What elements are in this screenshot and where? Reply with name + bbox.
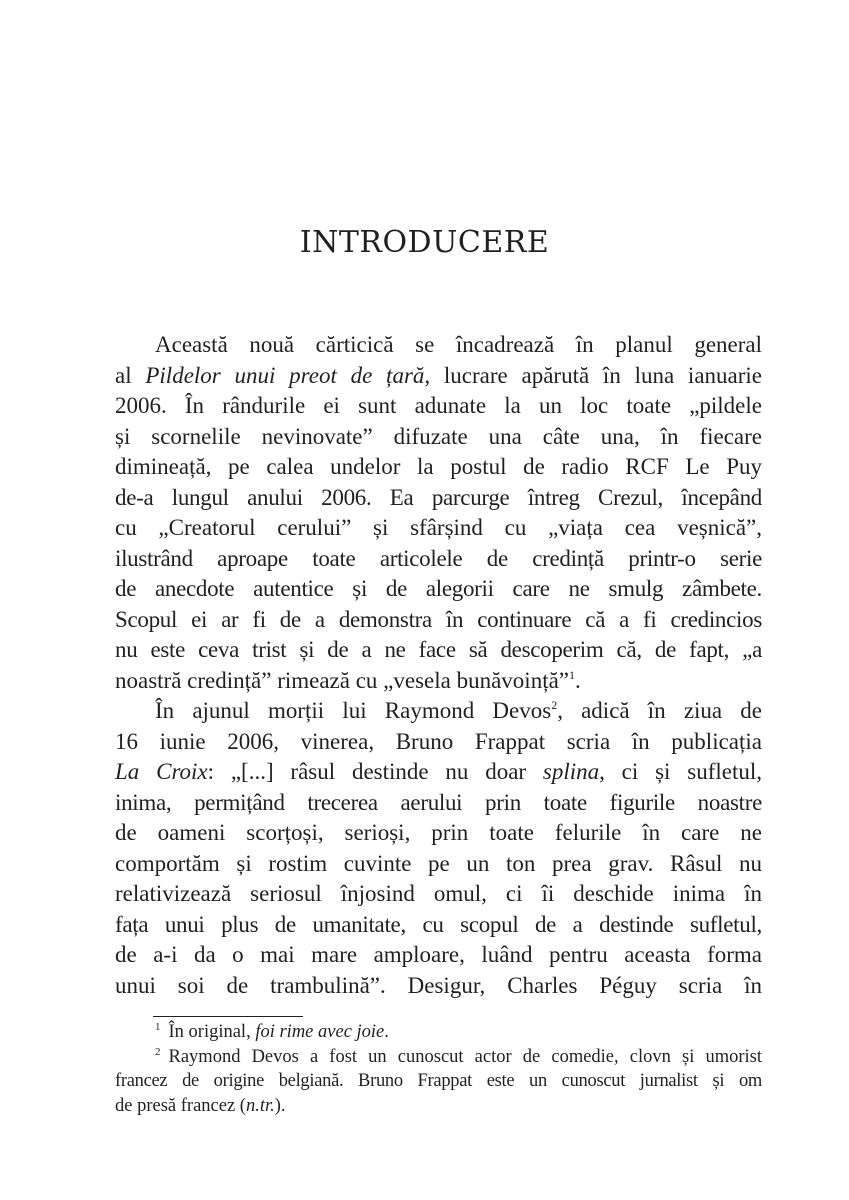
text-line: de a-i da o mai mare amploare, luând pentru aceasta forma [115, 942, 762, 967]
text-span: ). [274, 1095, 286, 1116]
body-text [115, 330, 762, 1001]
text-span: În original, [168, 1022, 256, 1042]
footnote-italic: foi rime avec joie [255, 1022, 385, 1042]
footnote-number: 2 [155, 1045, 161, 1058]
text-line: Scopul ei ar fi de a demonstra în continuare că a fi credincios [115, 606, 762, 632]
text-line: și scornelile nevinovate” difuzate una câte una, în fiecare [115, 423, 762, 449]
translator-note-italic: n.tr. [245, 1095, 275, 1116]
text-line: ilustrând aproape toate articolele de credință printr-o serie [115, 545, 762, 571]
book-title-italic: Pildelor unui preot de țară [145, 362, 425, 388]
text-line: de oameni scorțoși, serioși, prin toate felurile în care ne [115, 820, 762, 845]
text-span: Raymond Devos a fost un cunoscut actor de comedie, clovn și umorist [168, 1046, 762, 1067]
text-line: 16 iunie 2006, vinerea, Bruno Frappat scria în publicația [115, 728, 762, 754]
text-line: relativizează seriosul înjosind omul, ci îi deschide inima în [115, 881, 762, 906]
text-line [115, 666, 762, 697]
text-line: inima, permițând trecerea aerului prin toate figurile noastre [115, 789, 762, 815]
text-line: Această nouă cărticică se încadrează în planul general [155, 332, 762, 357]
footnote-ref-2[interactable]: 2 [551, 698, 558, 712]
text-span: , adică în ziua de [557, 698, 763, 723]
text-line: de-a lungul anului 2006. Ea parcurge întreg Crezul, începând [115, 484, 762, 510]
paragraph-2 [115, 696, 762, 1001]
footnote-2-line: francez de origine belgiană. Bruno Frappat este un cunoscut jurnalist și om [115, 1071, 762, 1091]
paragraph-1 [115, 330, 762, 696]
text-span: . [384, 1022, 389, 1042]
text-line: comportăm și rostim cuvinte pe un ton prea grav. Râsul nu [115, 850, 762, 876]
footnotes [115, 1020, 762, 1118]
footnote-separator [153, 1016, 303, 1017]
text-line: de anecdote autentice și de alegorii care ne smulg zâmbete. [115, 576, 762, 601]
text-span: : „[...] râsul destinde nu doar [207, 759, 543, 784]
text-line: dimineață, pe calea undelor la postul de radio RCF Le Puy [115, 454, 762, 479]
text-span: al [115, 362, 146, 388]
footnote-ref-1[interactable]: 1 [569, 667, 576, 682]
text-line: cu „Creatorul cerului” și sfârșind cu „viața cea veșnică”, [115, 515, 762, 540]
text-line [115, 361, 762, 392]
text-line: 2006. În rândurile ei sunt adunate la un loc toate „pildele [115, 393, 762, 418]
text-line: unui soi de trambulină”. Desigur, Charles Péguy scria în [115, 972, 762, 998]
text-line [115, 696, 762, 727]
publication-italic: La Croix [115, 759, 208, 784]
text-span: de presă francez ( [115, 1095, 246, 1116]
text-span: noastră credință” rimează cu „vesela bunăvoință” [115, 667, 570, 693]
text-span: , ci și sufletul, [599, 759, 762, 784]
footnote-2 [115, 1045, 762, 1070]
footnote-number: 1 [155, 1021, 161, 1033]
footnote-1 [115, 1020, 762, 1045]
text-span: , lucrare apărută în luna ianuarie [424, 362, 763, 388]
text-line: nu este ceva trist și de a ne face să descoperim că, de fapt, „a [115, 637, 762, 662]
chapter-title: INTRODUCERE [299, 225, 550, 261]
footnote-2-line [115, 1094, 762, 1119]
emphasis-italic: splina [542, 759, 600, 784]
text-span: . [575, 667, 581, 693]
text-line: fața unui plus de umanitate, cu scopul de a destinde sufletul, [115, 911, 762, 937]
text-span: În ajunul morții lui Raymond Devos [155, 698, 552, 723]
text-line [115, 757, 762, 788]
